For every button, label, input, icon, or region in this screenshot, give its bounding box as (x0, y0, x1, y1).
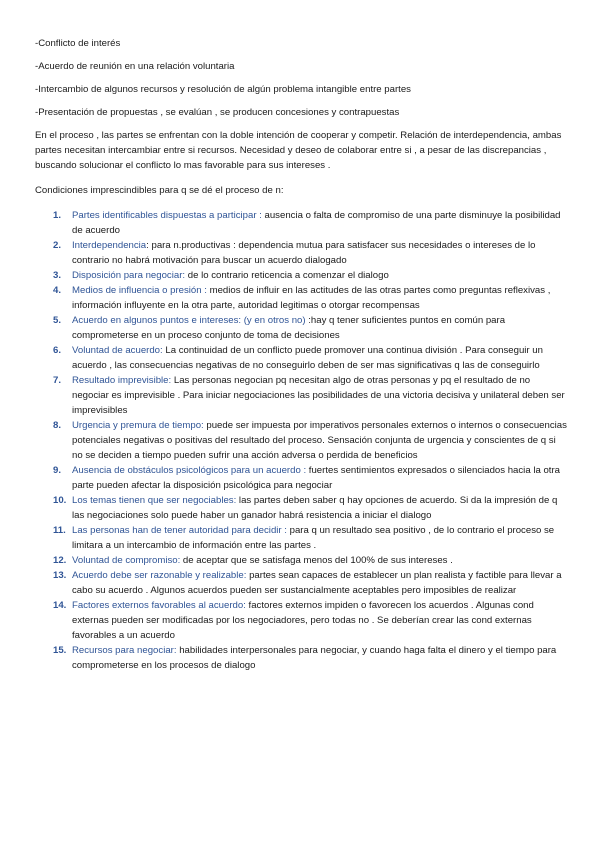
condition-number: 4. (53, 285, 62, 296)
condition-term: Acuerdo en algunos puntos e intereses: (y en otros no) (72, 315, 306, 326)
condition-text: de aceptar que se satisfaga menos del 100% de sus intereses . (180, 555, 453, 566)
condition-number: 2. (53, 240, 62, 251)
dash-item: -Intercambio de algunos recursos y resolución de algún problema intangible entre partes (35, 84, 411, 95)
condition-term: Factores externos favorables al acuerdo: (72, 600, 246, 611)
condition-number: 14. (53, 600, 67, 611)
condition-item (35, 568, 569, 598)
condition-text: puede ser impuesta por imperativos personales externos o internos o consecuencias potenciales negativas o positivas del resultado del proceso. Sensación conjunta de urgencia y conscientes de q si no se deciden a tiempo pueden sufrir una acción adversa o perdida de beneficios (72, 420, 567, 461)
dash-item: -Acuerdo de reunión en una relación voluntaria (35, 61, 235, 72)
condition-number: 9. (53, 465, 62, 476)
condition-number: 3. (53, 270, 62, 281)
condition-text: La continuidad de un conflicto puede promover una continua división . Para conseguir un acuerdo , las consecuencias negativas de no conseguirlo deben de ser mas significativas q las de conseguirlo (72, 345, 543, 371)
condition-term: Ausencia de obstáculos psicológicos para un acuerdo : (72, 465, 307, 476)
condition-item (35, 373, 569, 418)
condition-term: Los temas tienen que ser negociables: (72, 495, 237, 506)
condition-term: Interdependencia (72, 240, 147, 251)
condition-term: Resultado imprevisible: (72, 375, 172, 386)
condition-number: 12. (53, 555, 67, 566)
condition-text: :hay q tener suficientes puntos en común para comprometerse en un proceso conjunto de toma de decisiones (72, 315, 506, 341)
condition-term: Urgencia y premura de tiempo: (72, 420, 204, 431)
condition-term: Las personas han de tener autoridad para decidir : (72, 525, 287, 536)
dash-list (35, 36, 569, 120)
condition-text: de lo contrario reticencia a comenzar el dialogo (185, 270, 389, 281)
condition-term: Acuerdo debe ser razonable y realizable: (72, 570, 247, 581)
dash-item: -Presentación de propuestas , se evalúan , se producen concesiones y contrapuestas (35, 107, 400, 118)
condition-number: 11. (53, 525, 66, 536)
condition-text: para q un resultado sea positivo , de lo contrario el proceso se limitara a un intercambio de información entre las partes . (72, 525, 555, 551)
condition-item (35, 208, 569, 238)
condition-text: habilidades interpersonales para negociar, y cuando haga falta el dinero y el tiempo para comprometerse en los procesos de dialogo (72, 645, 557, 671)
condition-term: Disposición para negociar: (72, 270, 186, 281)
condition-text: medios de influir en las actitudes de las otras partes como preguntas reflexivas , información influyente en la otra parte, autoridad legitimas o otorgar recompensas (72, 285, 551, 311)
condition-number: 8. (53, 420, 62, 431)
condition-number: 1. (53, 210, 62, 221)
condition-item (35, 553, 569, 568)
condition-item (35, 418, 569, 463)
condition-text: Las personas negocian pq necesitan algo de otras personas y pq el resultado de no negociar es imprevisible . Para iniciar negociaciones las posibilidades de una victoria decisiva y unilateral deben ser imprevisibles (72, 375, 565, 416)
condition-term: Partes identificables dispuestas a participar : (72, 210, 262, 221)
condition-item (35, 283, 569, 313)
condition-term: Medios de influencia o presión : (72, 285, 207, 296)
conditions-intro: Condiciones imprescindibles para q se dé el proceso de n: (35, 185, 284, 196)
body-paragraph: En el proceso , las partes se enfrentan con la doble intención de cooperar y competir. Relación de interdependencia, ambas partes necesitan intercambiar entre si recursos. Necesidad y deseo de colaborar entre si , a pesar de las discrepancias , buscando solucionar el conflicto lo mas favorable para sus intereses . (35, 130, 562, 171)
condition-number: 13. (53, 570, 67, 581)
condition-item (35, 463, 569, 493)
conditions-list (35, 208, 569, 673)
condition-item (35, 268, 569, 283)
condition-term: Voluntad de acuerdo: (72, 345, 163, 356)
condition-term: Voluntad de compromiso: (72, 555, 181, 566)
condition-text: factores externos impiden o favorecen los acuerdos . Algunas cond externas pueden ser modificadas por los negociadores, pero todas no . Se deberían crear las cond externas favorables a un acuerdo (72, 600, 534, 641)
condition-item (35, 313, 569, 343)
condition-item (35, 493, 569, 523)
condition-text: fuertes sentimientos expresados o silenciados hacia la otra parte pueden afectar la disposición psicológica para negociar (72, 465, 560, 491)
condition-text: ausencia o falta de compromiso de una parte disminuye la posibilidad de acuerdo (72, 210, 561, 236)
condition-item (35, 238, 569, 268)
condition-item (35, 523, 569, 553)
condition-number: 15. (53, 645, 67, 656)
condition-text: : para n.productivas : dependencia mutua para satisfacer sus necesidades o intereses de lo contrario no habrá motivación para buscar un acuerdo dialogado (72, 240, 536, 266)
dash-item: -Conflicto de interés (35, 38, 121, 49)
condition-number: 5. (53, 315, 62, 326)
condition-number: 6. (53, 345, 62, 356)
condition-item (35, 598, 569, 643)
condition-text: partes sean capaces de establecer un plan realista y factible para llevar a cabo su acuerdo . Algunos acuerdos pueden ser sustancialmente aceptables pero imposibles de realizar (72, 570, 562, 596)
condition-number: 7. (53, 375, 62, 386)
condition-term: Recursos para negociar: (72, 645, 177, 656)
condition-number: 10. (53, 495, 67, 506)
condition-item (35, 643, 569, 673)
condition-text: las partes deben saber q hay opciones de acuerdo. Si da la impresión de q las negociaciones solo puede haber un ganador habrá resistencia a iniciar el dialogo (72, 495, 558, 521)
condition-item (35, 343, 569, 373)
